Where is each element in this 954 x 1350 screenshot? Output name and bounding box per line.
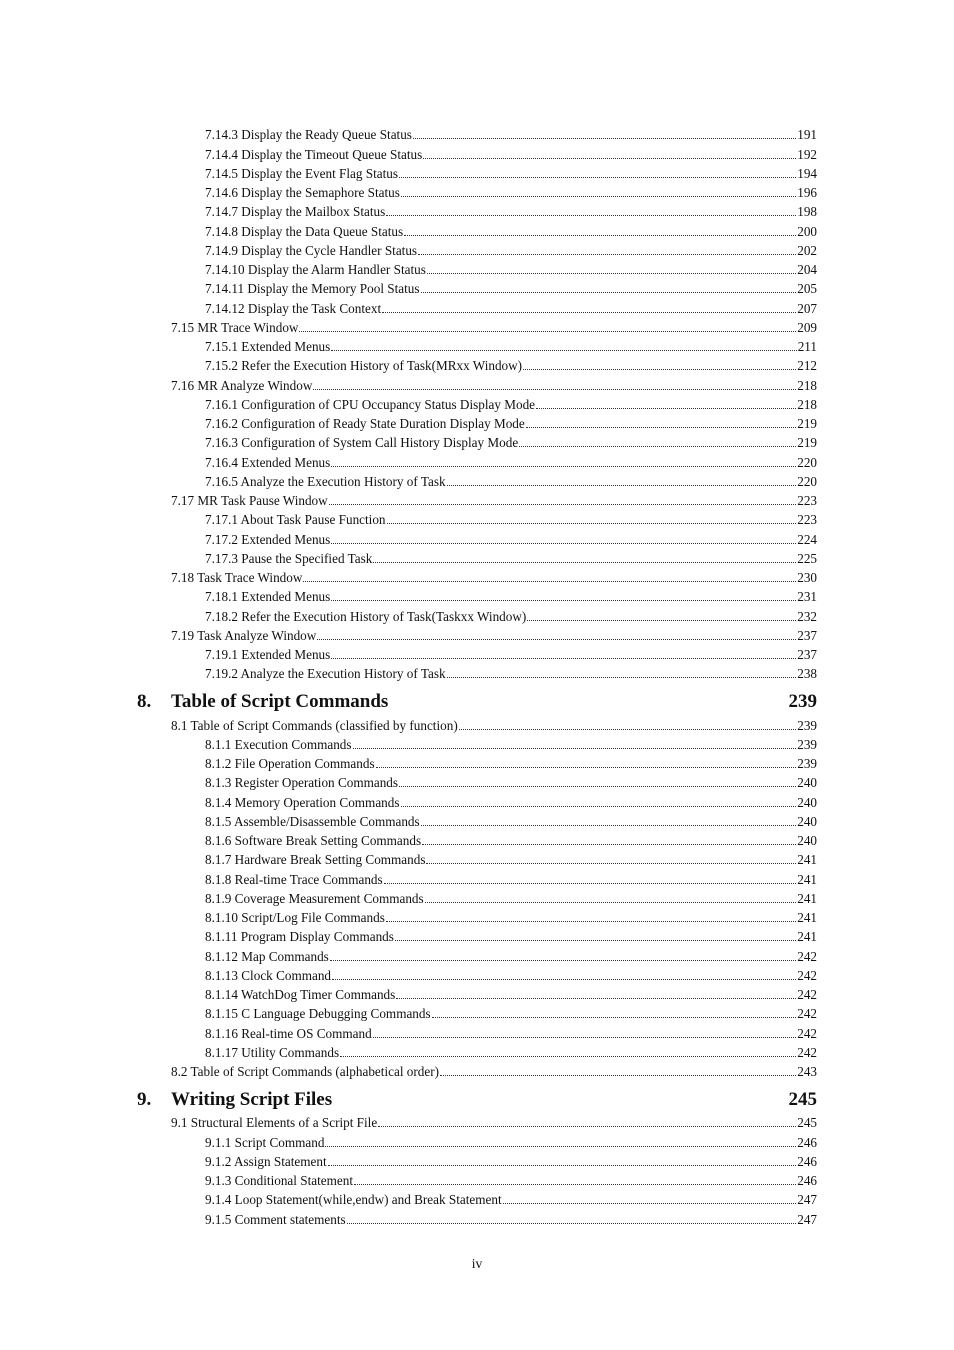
toc-entry-page-number: 242 (797, 948, 817, 964)
dot-leader (421, 292, 797, 293)
toc-entry[interactable] (0, 1021, 954, 1040)
dot-leader (347, 1223, 797, 1224)
toc-entry-page-number: 232 (797, 608, 817, 624)
toc-entry-title: 8.1.14 WatchDog Timer Commands (205, 987, 396, 1002)
toc-entry[interactable] (0, 867, 954, 886)
toc-entry[interactable] (0, 624, 954, 643)
dot-leader (519, 446, 796, 447)
toc-entry[interactable] (0, 906, 954, 925)
dot-leader (459, 729, 797, 730)
toc-entry-page-number: 224 (797, 531, 817, 547)
dot-leader (354, 1184, 796, 1185)
toc-entry[interactable] (0, 1188, 954, 1207)
toc-entry-page-number: 196 (797, 185, 817, 200)
toc-entry[interactable] (0, 1130, 954, 1149)
dot-leader (427, 273, 796, 274)
toc-entry-title: 8.1.16 Real-time OS Command (205, 1025, 372, 1041)
toc-entry-title: 7.15.1 Extended Menus (205, 339, 331, 354)
toc-entry-title: 8.1.2 File Operation Commands (205, 756, 375, 771)
dot-leader (404, 235, 796, 236)
toc-entry[interactable] (0, 829, 954, 848)
dot-leader (331, 466, 796, 467)
toc-entry[interactable] (0, 752, 954, 771)
dot-leader (421, 825, 797, 826)
toc-entry-page-number: 220 (797, 473, 817, 489)
toc-entry-title: 9.1 Structural Elements of a Script File (171, 1115, 378, 1131)
toc-entry-title: 9.1.3 Conditional Statement (205, 1173, 353, 1188)
toc-entry-page-number: 202 (797, 242, 817, 258)
chapter-page-number: 239 (788, 691, 817, 713)
toc-entry-page-number: 246 (797, 1153, 817, 1169)
toc-entry-title: 8.1.1 Execution Commands (205, 736, 352, 752)
toc-entry[interactable] (0, 239, 954, 258)
dot-leader (328, 1165, 797, 1166)
chapter-heading[interactable] (0, 1079, 954, 1111)
toc-entry[interactable] (0, 354, 954, 373)
toc-entry-page-number: 246 (797, 1173, 817, 1188)
toc-entry-title: 7.14.5 Display the Event Flag Status (205, 165, 399, 181)
toc-entry-title: 9.1.5 Comment statements (205, 1211, 346, 1227)
dot-leader (413, 138, 796, 139)
toc-entry-title: 8.2 Table of Script Commands (alphabetical order) (171, 1064, 439, 1079)
toc-entry[interactable] (0, 1060, 954, 1079)
toc-entry[interactable] (0, 431, 954, 450)
toc-entry-title: 7.17.1 About Task Pause Function (205, 512, 386, 528)
toc-entry-title: 7.14.12 Display the Task Context (205, 300, 382, 316)
toc-entry-title: 7.15.2 Refer the Execution History of Task(MRxx Window) (205, 358, 523, 374)
toc-entry-page-number: 243 (797, 1064, 817, 1079)
toc-entry-title: 7.15 MR Trace Window (171, 319, 299, 335)
dot-leader (384, 883, 797, 884)
dot-leader (331, 600, 796, 601)
toc-entry-page-number: 237 (797, 627, 817, 643)
table-of-contents (0, 123, 954, 1227)
toc-entry[interactable] (0, 643, 954, 662)
toc-entry-page-number: 239 (797, 736, 817, 752)
toc-entry-page-number: 212 (797, 358, 817, 374)
dot-leader (325, 1146, 796, 1147)
dot-leader (523, 369, 796, 370)
toc-entry-page-number: 194 (797, 165, 817, 181)
dot-leader (527, 620, 796, 621)
toc-entry-title: 8.1.6 Software Break Setting Commands (205, 833, 422, 848)
toc-entry[interactable] (0, 1111, 954, 1130)
toc-entry-title: 7.17.2 Extended Menus (205, 531, 331, 547)
toc-entry-page-number: 223 (797, 493, 817, 508)
toc-entry-page-number: 247 (797, 1211, 817, 1227)
toc-entry-page-number: 240 (797, 794, 817, 810)
dot-leader (399, 786, 796, 787)
toc-entry-title: 7.18 Task Trace Window (171, 570, 303, 585)
dot-leader (447, 485, 797, 486)
dot-leader (329, 504, 797, 505)
dot-leader (401, 196, 796, 197)
toc-entry-page-number: 240 (797, 833, 817, 848)
toc-entry-page-number: 198 (797, 204, 817, 220)
toc-entry[interactable] (0, 1207, 954, 1226)
toc-entry-page-number: 240 (797, 813, 817, 829)
toc-entry-page-number: 242 (797, 1006, 817, 1022)
toc-entry-page-number: 242 (797, 987, 817, 1002)
toc-entry-page-number: 242 (797, 967, 817, 983)
dot-leader (373, 562, 796, 563)
toc-entry[interactable] (0, 585, 954, 604)
toc-entry-page-number: 231 (797, 589, 817, 605)
toc-entry[interactable] (0, 527, 954, 546)
toc-entry-title: 9.1.4 Loop Statement(while,endw) and Break Statement (205, 1192, 502, 1208)
toc-entry[interactable] (0, 412, 954, 431)
toc-entry[interactable] (0, 258, 954, 277)
chapter-number: 8. (137, 691, 152, 713)
toc-entry-page-number: 238 (797, 666, 817, 682)
chapter-heading[interactable] (0, 681, 954, 713)
toc-entry-title: 7.14.6 Display the Semaphore Status (205, 185, 400, 200)
toc-entry-page-number: 242 (797, 1025, 817, 1041)
toc-entry[interactable] (0, 450, 954, 469)
dot-leader (386, 921, 796, 922)
toc-entry-title: 9.1.1 Script Command (205, 1134, 325, 1150)
toc-entry[interactable] (0, 1002, 954, 1021)
toc-entry-page-number: 245 (797, 1115, 817, 1131)
dot-leader (376, 767, 797, 768)
toc-entry-page-number: 218 (797, 377, 817, 393)
chapter-title: Table of Script Commands (171, 691, 389, 713)
toc-entry-page-number: 192 (797, 146, 817, 162)
toc-entry-title: 8.1.15 C Language Debugging Commands (205, 1006, 431, 1022)
toc-entry[interactable] (0, 277, 954, 296)
toc-entry[interactable] (0, 335, 954, 354)
toc-entry-page-number: 219 (797, 435, 817, 451)
dot-leader (422, 844, 796, 845)
dot-leader (396, 998, 796, 999)
toc-entry-title: 7.14.8 Display the Data Queue Status (205, 223, 404, 239)
dot-leader (313, 389, 796, 390)
dot-leader (378, 1126, 796, 1127)
toc-entry-title: 8.1.12 Map Commands (205, 948, 329, 964)
toc-entry-title: 8.1.3 Register Operation Commands (205, 775, 399, 791)
toc-entry-title: 7.19 Task Analyze Window (171, 627, 317, 643)
toc-entry-title: 7.16.5 Analyze the Execution History of Task (205, 473, 446, 489)
toc-entry-title: 8.1.10 Script/Log File Commands (205, 910, 385, 925)
toc-entry[interactable] (0, 713, 954, 732)
toc-entry-title: 8.1.17 Utility Commands (205, 1044, 340, 1060)
toc-entry-page-number: 237 (797, 647, 817, 662)
toc-entry-page-number: 219 (797, 416, 817, 431)
toc-entry-page-number: 191 (797, 127, 817, 143)
toc-entry-title: 7.14.9 Display the Cycle Handler Status (205, 242, 418, 258)
toc-entry[interactable] (0, 887, 954, 906)
toc-entry-title: 7.17.3 Pause the Specified Task (205, 550, 373, 566)
toc-entry[interactable] (0, 662, 954, 681)
toc-entry-title: 7.14.3 Display the Ready Queue Status (205, 127, 412, 143)
dot-leader (331, 658, 796, 659)
toc-entry[interactable] (0, 162, 954, 181)
page-number: iv (471, 1256, 483, 1271)
dot-leader (317, 639, 796, 640)
dot-leader (386, 215, 796, 216)
toc-entry-title: 7.19.1 Extended Menus (205, 647, 331, 662)
toc-entry-title: 7.16.2 Configuration of Ready State Duration Display Mode (205, 416, 525, 431)
toc-entry-page-number: 241 (797, 890, 817, 906)
toc-entry[interactable] (0, 925, 954, 944)
dot-leader (382, 312, 796, 313)
toc-entry[interactable] (0, 810, 954, 829)
toc-entry-page-number: 225 (797, 550, 817, 566)
toc-entry-title: 8.1.11 Program Display Commands (205, 929, 394, 945)
toc-entry[interactable] (0, 489, 954, 508)
toc-entry-page-number: 230 (797, 570, 817, 585)
toc-entry-title: 9.1.2 Assign Statement (205, 1153, 327, 1169)
toc-entry-page-number: 223 (797, 512, 817, 528)
toc-entry[interactable] (0, 123, 954, 142)
toc-entry-page-number: 207 (797, 300, 817, 316)
toc-entry-page-number: 209 (797, 319, 817, 335)
toc-entry-page-number: 241 (797, 871, 817, 887)
dot-leader (526, 427, 796, 428)
dot-leader (418, 254, 796, 255)
toc-entry-title: 8.1.9 Coverage Measurement Commands (205, 890, 424, 906)
toc-entry-page-number: 240 (797, 775, 817, 791)
toc-entry[interactable] (0, 733, 954, 752)
chapter-title: Writing Script Files (171, 1089, 333, 1110)
dot-leader (387, 523, 797, 524)
dot-leader (440, 1075, 796, 1076)
toc-entry[interactable] (0, 219, 954, 238)
toc-entry-title: 8.1.13 Clock Command (205, 967, 332, 983)
dot-leader (399, 177, 796, 178)
toc-entry-title: 7.18.1 Extended Menus (205, 589, 331, 605)
toc-entry-page-number: 204 (797, 262, 817, 277)
toc-entry-page-number: 241 (797, 929, 817, 945)
dot-leader (423, 158, 796, 159)
toc-entry-title: 8.1.5 Assemble/Disassemble Commands (205, 813, 420, 829)
toc-entry[interactable] (0, 508, 954, 527)
dot-leader (340, 1056, 796, 1057)
toc-entry[interactable] (0, 373, 954, 392)
toc-entry-page-number: 218 (797, 396, 817, 412)
toc-entry-title: 7.18.2 Refer the Execution History of Task(Taskxx Window) (205, 608, 527, 624)
toc-entry-page-number: 211 (797, 339, 817, 354)
toc-entry-page-number: 239 (797, 756, 817, 771)
toc-entry[interactable] (0, 848, 954, 867)
toc-entry-title: 8.1 Table of Script Commands (classified by function) (171, 717, 458, 733)
toc-entry-page-number: 239 (797, 717, 817, 733)
dot-leader (425, 902, 797, 903)
toc-entry[interactable] (0, 790, 954, 809)
toc-entry[interactable] (0, 296, 954, 315)
dot-leader (432, 1017, 797, 1018)
toc-entry-title: 7.14.11 Display the Memory Pool Status (205, 281, 420, 297)
toc-entry[interactable] (0, 1041, 954, 1060)
dot-leader (395, 940, 796, 941)
dot-leader (353, 748, 797, 749)
toc-entry[interactable] (0, 771, 954, 790)
toc-entry-page-number: 200 (797, 223, 817, 239)
toc-entry[interactable] (0, 944, 954, 963)
toc-entry-title: 7.19.2 Analyze the Execution History of Task (205, 666, 446, 682)
toc-entry[interactable] (0, 181, 954, 200)
toc-entry-title: 7.14.7 Display the Mailbox Status (205, 204, 386, 220)
toc-entry-title: 7.16.3 Configuration of System Call History Display Mode (205, 435, 519, 451)
toc-entry-page-number: 247 (797, 1192, 817, 1208)
toc-entry-title: 8.1.4 Memory Operation Commands (205, 794, 400, 810)
dot-leader (426, 863, 796, 864)
dot-leader (447, 677, 797, 678)
toc-entry-title: 7.14.10 Display the Alarm Handler Status (205, 262, 426, 277)
toc-entry-title: 8.1.7 Hardware Break Setting Commands (205, 852, 426, 868)
toc-entry-page-number: 241 (797, 910, 817, 925)
dot-leader (331, 543, 796, 544)
toc-entry-title: 7.16 MR Analyze Window (171, 377, 313, 393)
toc-entry-title: 7.14.4 Display the Timeout Queue Status (205, 146, 423, 162)
toc-entry[interactable] (0, 1169, 954, 1188)
dot-leader (330, 960, 796, 961)
toc-entry-page-number: 220 (797, 454, 817, 470)
toc-entry-title: 7.17 MR Task Pause Window (171, 493, 328, 508)
chapter-number: 9. (137, 1089, 152, 1110)
toc-entry-title: 8.1.8 Real-time Trace Commands (205, 871, 383, 887)
dot-leader (536, 408, 796, 409)
toc-entry[interactable] (0, 547, 954, 566)
dot-leader (331, 350, 796, 351)
dot-leader (503, 1203, 797, 1204)
toc-entry[interactable] (0, 470, 954, 489)
toc-entry[interactable] (0, 1150, 954, 1169)
dot-leader (303, 581, 796, 582)
toc-entry-title: 7.16.1 Configuration of CPU Occupancy Status Display Mode (205, 396, 536, 412)
toc-entry[interactable] (0, 316, 954, 335)
toc-entry-title: 7.16.4 Extended Menus (205, 454, 331, 470)
chapter-page-number: 245 (788, 1089, 817, 1110)
dot-leader (332, 979, 796, 980)
dot-leader (401, 806, 797, 807)
toc-entry[interactable] (0, 142, 954, 161)
dot-leader (299, 331, 796, 332)
toc-entry[interactable] (0, 566, 954, 585)
toc-entry-page-number: 205 (797, 281, 817, 297)
toc-entry[interactable] (0, 604, 954, 623)
toc-entry-page-number: 246 (797, 1134, 817, 1150)
toc-entry[interactable] (0, 393, 954, 412)
toc-entry-page-number: 242 (797, 1044, 817, 1060)
toc-entry[interactable] (0, 964, 954, 983)
toc-entry[interactable] (0, 983, 954, 1002)
dot-leader (373, 1037, 797, 1038)
toc-entry[interactable] (0, 200, 954, 219)
toc-entry-page-number: 241 (797, 852, 817, 868)
